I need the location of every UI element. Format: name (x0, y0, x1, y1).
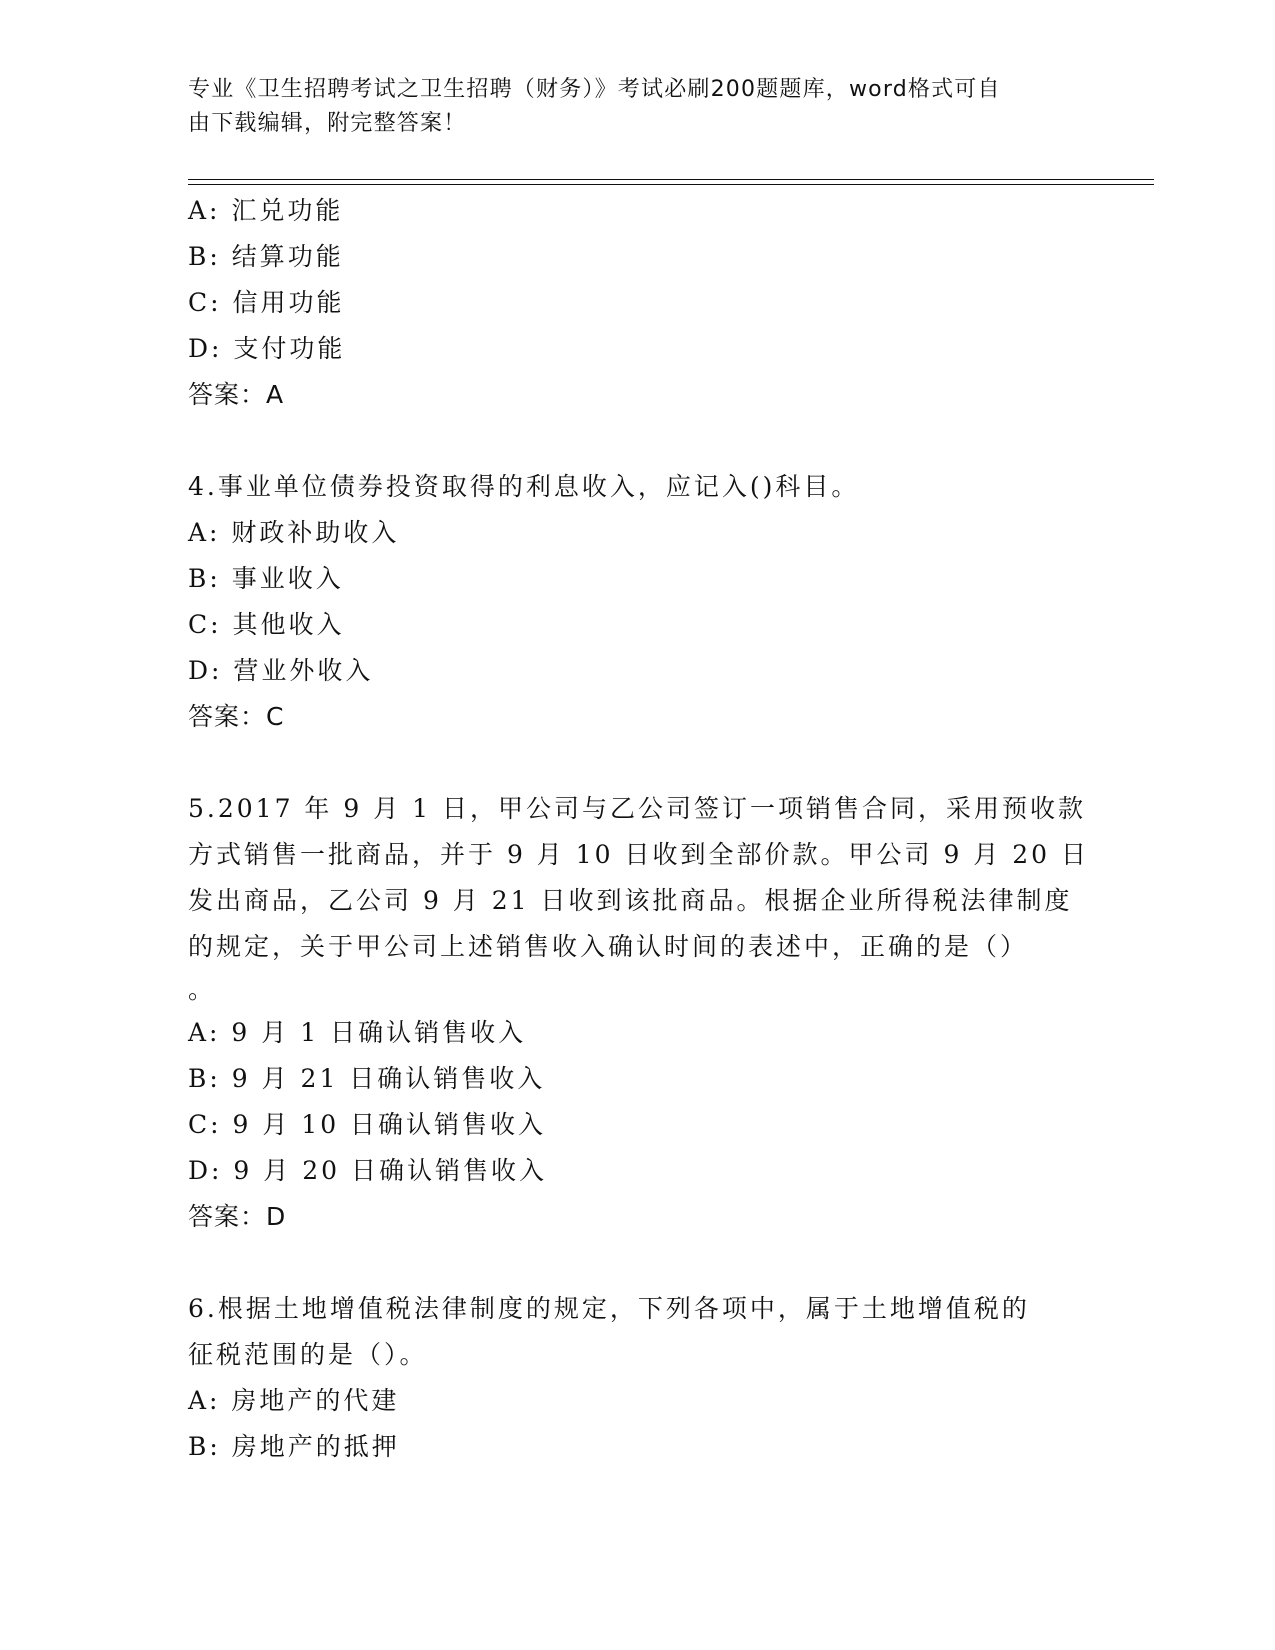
option-c: C: 9 月 10 日确认销售收入 (188, 1110, 547, 1139)
option-b: B: 事业收入 (188, 564, 344, 593)
option-a: A: 财政补助收入 (188, 518, 400, 547)
spacer (188, 418, 1088, 464)
question-3 (188, 188, 1088, 418)
option-b: B: 房地产的抵押 (188, 1432, 400, 1461)
question-5 (188, 786, 1088, 1240)
option-c: C: 信用功能 (188, 288, 345, 317)
question-text-line-1: 6.根据土地增值税法律制度的规定，下列各项中，属于土地增值税的 (188, 1294, 1030, 1323)
question-text-line-1: 5.2017 年 9 月 1 日，甲公司与乙公司签订一项销售合同，采用预收款 (188, 794, 1087, 823)
option-b: B: 9 月 21 日确认销售收入 (188, 1064, 546, 1093)
option-d: D: 营业外收入 (188, 656, 374, 685)
question-text-line-2: 方式销售一批商品，并于 9 月 10 日收到全部价款。甲公司 9 月 20 日 (188, 840, 1090, 869)
answer: 答案：C (188, 702, 285, 731)
header-line-1: 专业《卫生招聘考试之卫生招聘（财务）》考试必刷200题题库，word格式可自 (188, 77, 1001, 102)
question-text-line-4: 的规定，关于甲公司上述销售收入确认时间的表述中，正确的是（） (188, 932, 1029, 961)
header-line-2: 由下载编辑，附完整答案！ (188, 111, 467, 136)
question-text-line-2: 征税范围的是（）。 (188, 1340, 428, 1369)
question-text: 4.事业单位债券投资取得的利息收入，应记入()科目。 (188, 472, 860, 501)
option-b: B: 结算功能 (188, 242, 344, 271)
option-c: C: 其他收入 (188, 610, 345, 639)
question-text-line-3: 发出商品，乙公司 9 月 21 日收到该批商品。根据企业所得税法律制度 (188, 886, 1073, 915)
answer: 答案：D (188, 1202, 287, 1231)
question-text-line-5: 。 (188, 975, 217, 1004)
option-d: D: 9 月 20 日确认销售收入 (188, 1156, 547, 1185)
option-a: A: 房地产的代建 (188, 1386, 400, 1415)
question-list (188, 188, 1088, 1470)
header-divider-bottom (188, 184, 1154, 185)
header-divider-top (188, 179, 1154, 180)
spacer (188, 1240, 1088, 1286)
answer: 答案：A (188, 380, 285, 409)
option-a: A: 汇兑功能 (188, 196, 344, 225)
document-header (188, 73, 1068, 141)
question-4 (188, 464, 1088, 740)
option-a: A: 9 月 1 日确认销售收入 (188, 1018, 527, 1047)
option-d: D: 支付功能 (188, 334, 346, 363)
question-6 (188, 1286, 1088, 1470)
spacer (188, 740, 1088, 786)
